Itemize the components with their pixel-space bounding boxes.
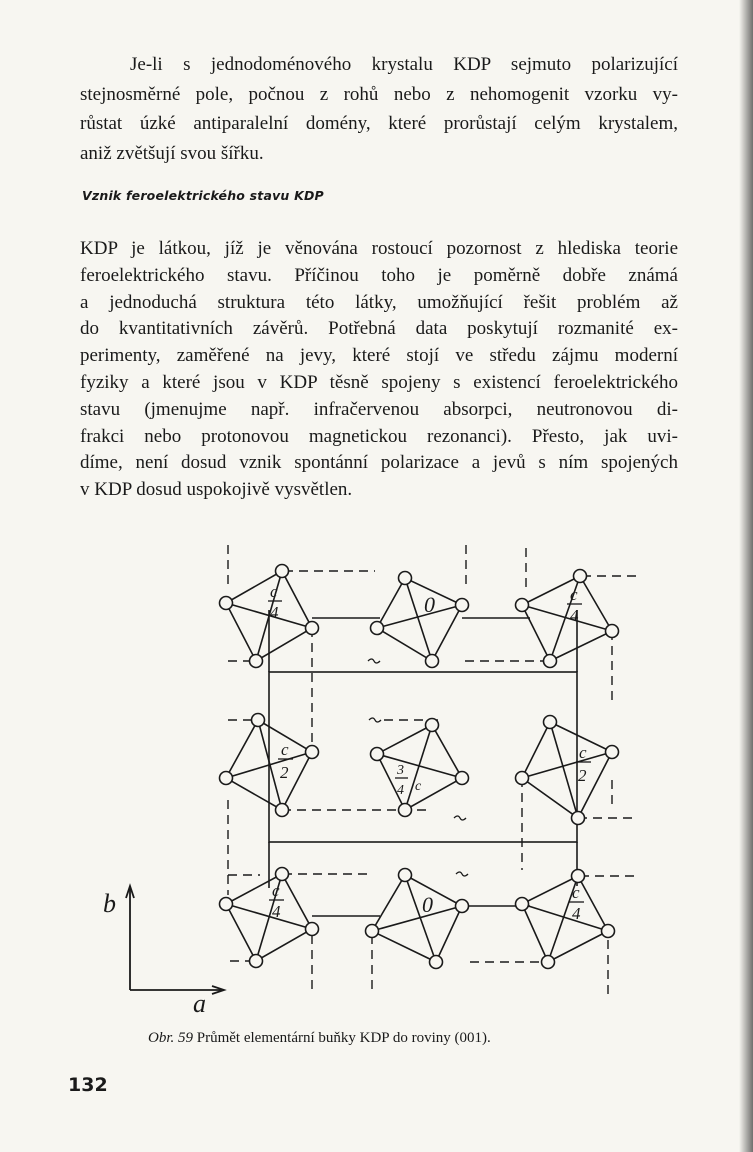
axis-label-a: a (193, 989, 206, 1018)
height-denominator: 4 (570, 606, 579, 625)
height-denominator: 4 (397, 783, 404, 798)
text-line: do kvantitativních závěrů. Potřebná data poskytují rozmanité ex- (80, 318, 678, 340)
tetrahedron-bottom-right (522, 876, 608, 962)
height-numerator: c (579, 743, 587, 762)
height-denominator: 4 (272, 902, 281, 921)
height-denominator: 4 (270, 603, 279, 622)
height-label-top-left (268, 582, 282, 622)
paragraph-domains (80, 50, 678, 168)
tetrahedron-center (377, 725, 462, 810)
tetrahedron-top-right (522, 576, 612, 661)
height-denominator: 2 (280, 763, 289, 782)
height-label-bottom-right (569, 883, 584, 923)
section-heading: Vznik feroelektrického stavu KDP (82, 188, 324, 203)
height-label-bottom-left (269, 881, 284, 921)
text-line: Je-li s jednodoménového krystalu KDP sejmuto polarizující (130, 54, 678, 75)
page-number: 132 (68, 1074, 108, 1096)
tetrahedron-middle-right (522, 722, 612, 818)
height-numerator: c (570, 585, 578, 604)
text-line: v KDP dosud uspokojivě vysvětlen. (80, 479, 353, 501)
figure-caption-text: Průmět elementární buňky KDP do roviny (001). (196, 1030, 491, 1046)
height-suffix: c (415, 779, 422, 794)
axis-arrows (126, 886, 224, 994)
height-denominator: 4 (572, 904, 581, 923)
text-line: perimenty, zaměřené na jevy, které stojí ve středu zájmu moderní (80, 345, 678, 367)
text-line: růstat úzké antiparalelní domény, které prorůstají celým krystalem, (80, 113, 678, 134)
text-line: aniž zvětšují svou šířku. (80, 142, 264, 164)
height-numerator: c (572, 883, 580, 902)
kdp-unit-cell-diagram (0, 530, 753, 1025)
text-line: stavu (jmenujme např. infračervenou absorpci, neutronovou di- (80, 398, 678, 420)
text-line: KDP je látkou, jíž je věnována rostoucí pozornost z hlediska teorie (80, 238, 678, 259)
paragraph-kdp-intro (80, 236, 678, 504)
text-line: díme, není dosud vznik spontánní polarizace a jevů s ním spojených (80, 452, 678, 474)
text-line: stejnosměrné pole, počnou z rohů nebo z nehomogenit vzorku vy- (80, 83, 678, 105)
figure-caption (148, 1030, 491, 1047)
height-numerator: c (270, 582, 278, 601)
height-numerator: c (272, 881, 280, 900)
height-label-top-center: 0 (424, 592, 435, 617)
text-line: feroelektrického stavu. Příčinou toho je poměrně dobře známá (80, 264, 678, 286)
height-numerator: c (281, 740, 289, 759)
text-line: a jednoduchá struktura této látky, umožňující řešit problém až (80, 291, 678, 313)
axis-label-b: b (103, 889, 116, 918)
height-denominator: 2 (578, 766, 587, 785)
height-label-middle-right (576, 743, 591, 785)
tetrahedron-bottom-center (372, 875, 462, 962)
text-line: frakci nebo protonovou magnetickou rezonanci). Přesto, jak uvi- (80, 425, 678, 447)
text-line: fyziky a které jsou v KDP těsně spojeny s existencí feroelektrického (80, 371, 678, 393)
tetrahedron-top-center (377, 578, 462, 661)
figure-label: Obr. 59 (148, 1030, 194, 1046)
height-numerator: 3 (397, 763, 404, 778)
height-label-bottom-center: 0 (422, 892, 433, 917)
